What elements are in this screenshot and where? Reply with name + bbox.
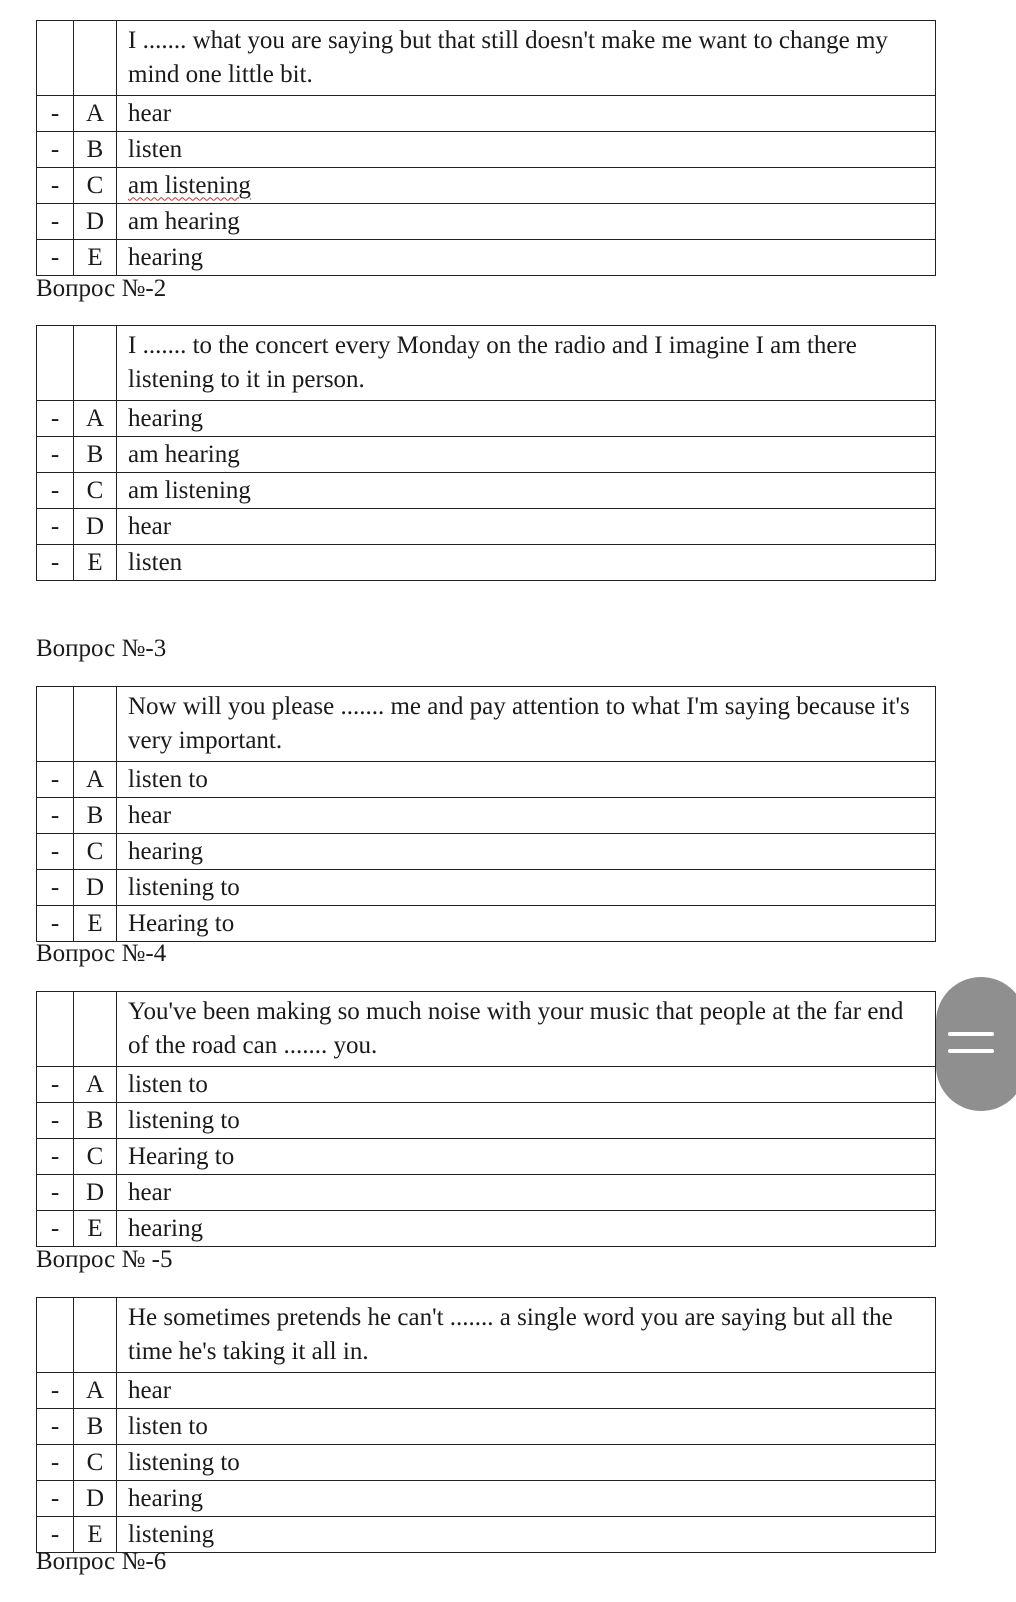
question-label-3: Вопрос №-3 [36, 635, 167, 662]
option-row: - C listening to [37, 1445, 936, 1481]
option-row: - D hear [37, 509, 936, 545]
option-row: - A listen to [37, 1067, 936, 1103]
option-text: hearing [117, 1481, 936, 1517]
option-text: listening to [117, 1103, 936, 1139]
option-text: Hearing to [117, 906, 936, 942]
option-row: - B am hearing [37, 437, 936, 473]
option-letter: C [74, 834, 117, 870]
option-letter: D [74, 509, 117, 545]
option-text [117, 168, 936, 204]
option-letter: A [74, 96, 117, 132]
option-letter: C [74, 168, 117, 204]
question-table-4 [36, 991, 936, 1247]
option-text: hear [117, 96, 936, 132]
option-letter: E [74, 1211, 117, 1247]
option-text: hear [117, 509, 936, 545]
question-text: Now will you please ....... me and pay attention to what I'm saying because it's very important. [117, 687, 936, 762]
option-text: listen to [117, 1409, 936, 1445]
option-text: am hearing [117, 437, 936, 473]
option-row: - B listening to [37, 1103, 936, 1139]
option-text: listening to [117, 1445, 936, 1481]
option-row: - A hear [37, 96, 936, 132]
option-row: - B hear [37, 798, 936, 834]
option-row: - E listen [37, 545, 936, 581]
option-row: - A hearing [37, 401, 936, 437]
question-text: You've been making so much noise with your music that people at the far end of the road can ....... you. [117, 992, 936, 1067]
option-letter: C [74, 1139, 117, 1175]
option-text: listen [117, 132, 936, 168]
question-label-6: Вопрос №-6 [36, 1548, 167, 1575]
option-letter: B [74, 1409, 117, 1445]
option-letter: A [74, 401, 117, 437]
option-row: - E hearing [37, 240, 936, 276]
option-text: hearing [117, 1211, 936, 1247]
option-letter: A [74, 762, 117, 798]
option-row: - C hearing [37, 834, 936, 870]
option-letter: B [74, 798, 117, 834]
option-text: am listening [117, 473, 936, 509]
option-letter: A [74, 1373, 117, 1409]
option-row: - D hear [37, 1175, 936, 1211]
option-text: listen to [117, 762, 936, 798]
option-letter: A [74, 1067, 117, 1103]
option-text: hearing [117, 240, 936, 276]
option-letter: B [74, 132, 117, 168]
question-table-3 [36, 686, 936, 942]
option-row: - C am listening [37, 473, 936, 509]
option-row: - A listen to [37, 762, 936, 798]
option-letter: D [74, 870, 117, 906]
option-text: listen [117, 545, 936, 581]
question-label-2: Вопрос №-2 [36, 275, 167, 302]
option-text: listen to [117, 1067, 936, 1103]
option-row: - E Hearing to [37, 906, 936, 942]
option-letter: C [74, 473, 117, 509]
question-text: I ....... what you are saying but that still doesn't make me want to change my mind one little bit. [117, 21, 936, 96]
option-text: listening [117, 1517, 936, 1553]
option-text: listening to [117, 870, 936, 906]
question-text: I ....... to the concert every Monday on the radio and I imagine I am there listening to it in person. [117, 326, 936, 401]
question-table-1 [36, 20, 936, 276]
option-row: - C Hearing to [37, 1139, 936, 1175]
option-text: hear [117, 798, 936, 834]
option-text: Hearing to [117, 1139, 936, 1175]
option-row: - D am hearing [37, 204, 936, 240]
question-label-5: Вопрос № -5 [36, 1246, 173, 1273]
question-table-2 [36, 325, 936, 581]
option-row: - B listen [37, 132, 936, 168]
option-text: hear [117, 1373, 936, 1409]
option-letter: E [74, 1517, 117, 1553]
option-text: am hearing [117, 204, 936, 240]
option-row: - D hearing [37, 1481, 936, 1517]
option-text: hearing [117, 834, 936, 870]
question-table-5 [36, 1297, 936, 1553]
option-row: - E hearing [37, 1211, 936, 1247]
option-letter: C [74, 1445, 117, 1481]
option-text: hearing [117, 401, 936, 437]
option-letter: E [74, 545, 117, 581]
spellcheck-underlined-text[interactable]: am listening [128, 171, 251, 199]
option-letter: E [74, 906, 117, 942]
question-label-4: Вопрос №-4 [36, 940, 167, 967]
option-row: - E listening [37, 1517, 936, 1553]
option-row: - D listening to [37, 870, 936, 906]
option-text: hear [117, 1175, 936, 1211]
option-letter: B [74, 437, 117, 473]
question-text: He sometimes pretends he can't ....... a single word you are saying but all the time he's taking it all in. [117, 1298, 936, 1373]
option-row: - A hear [37, 1373, 936, 1409]
drag-handle-icon[interactable] [936, 977, 1016, 1111]
option-letter: E [74, 240, 117, 276]
option-row: - C am listening [37, 168, 936, 204]
option-letter: D [74, 1481, 117, 1517]
option-row: - B listen to [37, 1409, 936, 1445]
option-letter: D [74, 204, 117, 240]
option-letter: B [74, 1103, 117, 1139]
option-letter: D [74, 1175, 117, 1211]
